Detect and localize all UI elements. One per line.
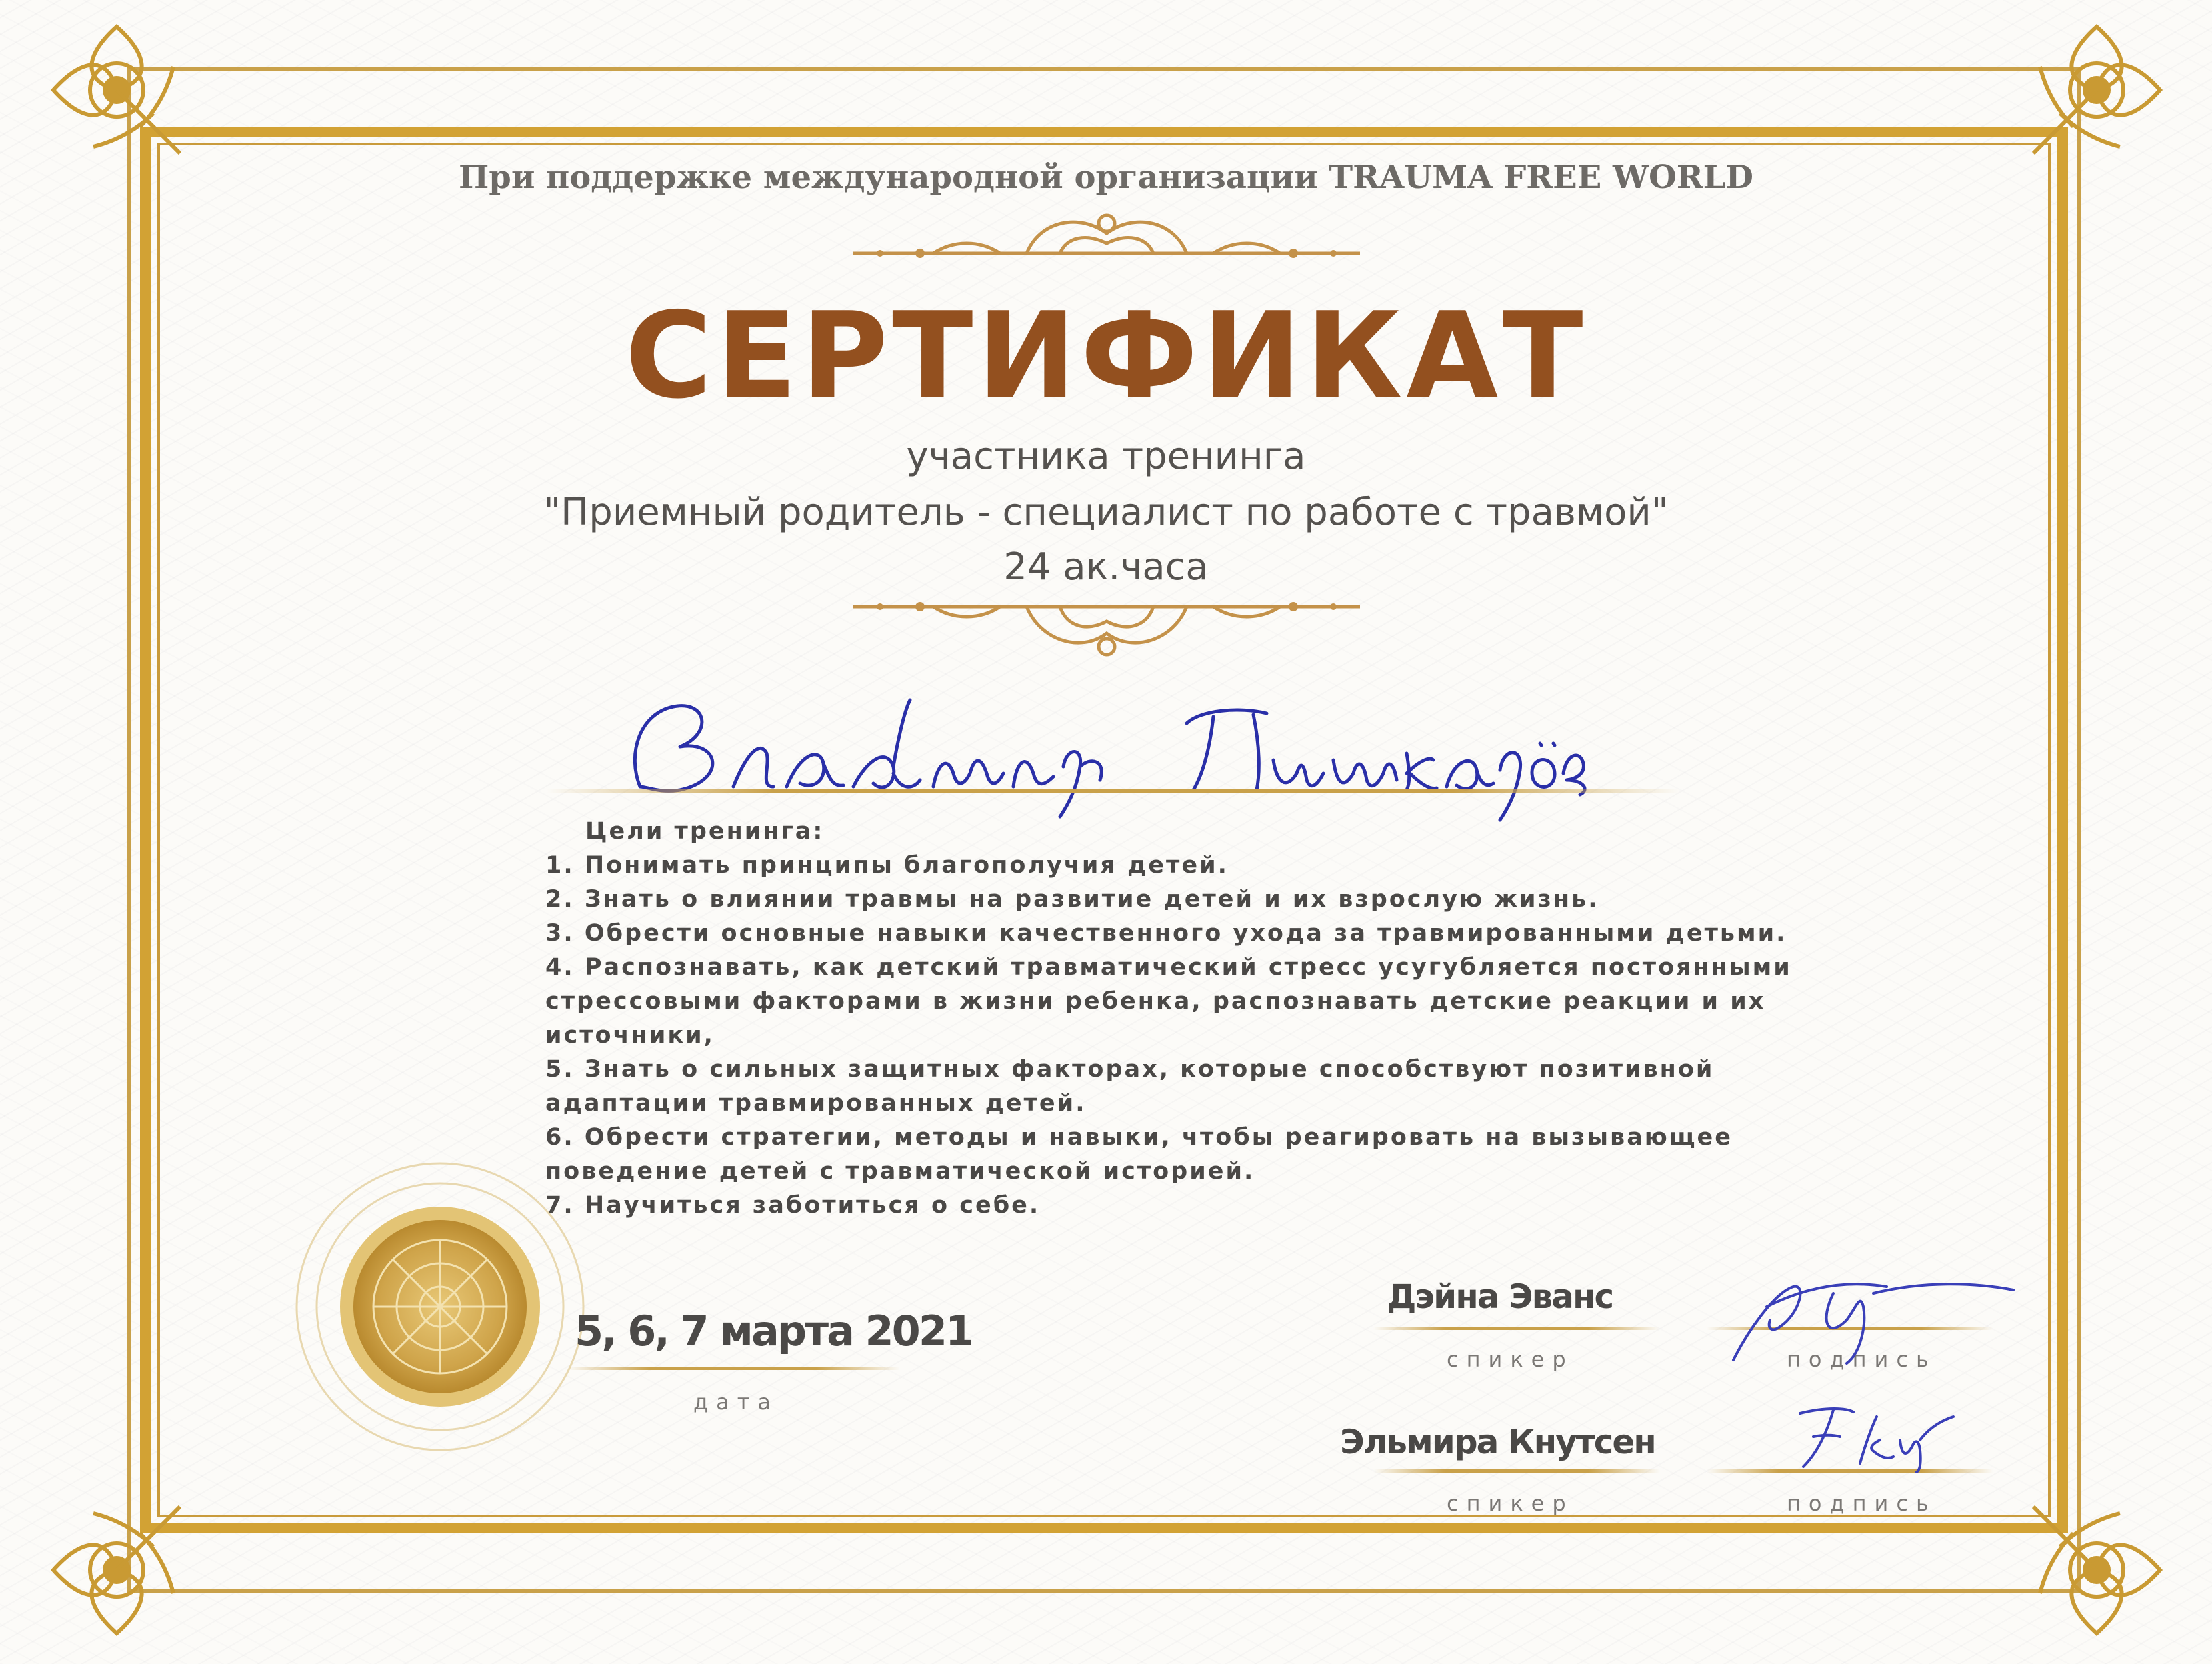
- date-label: дата: [693, 1389, 779, 1415]
- speaker-2-name: Эльмира Кнутсен: [1340, 1423, 1655, 1461]
- speaker-2-role: спикер: [1447, 1491, 1574, 1516]
- signature-2-label: подпись: [1787, 1491, 1937, 1516]
- date-underline: [567, 1367, 900, 1370]
- speaker-2-underline: [1373, 1469, 1660, 1473]
- divider-ornament-top: [840, 200, 1373, 273]
- goal-line: адаптации травмированных детей.: [545, 1090, 1087, 1117]
- speaker-1-signature: [1713, 1267, 2020, 1367]
- training-hours: 24 ак.часа: [1003, 545, 1209, 589]
- goal-line: стрессовыми факторами в жизни ребенка, распознавать детские реакции и их: [545, 988, 1766, 1015]
- gold-seal-icon: [293, 1160, 587, 1453]
- training-goals: [545, 815, 1879, 1223]
- training-name: "Приемный родитель - специалист по работе с травмой": [543, 491, 1669, 534]
- signature-1-label: подпись: [1787, 1347, 1937, 1372]
- goal-line: 3. Обрести основные навыки качественного ухода за травмированными детьми.: [545, 920, 1787, 947]
- divider-ornament-bottom: [840, 580, 1373, 667]
- goal-line: источники,: [545, 1022, 715, 1049]
- corner-ornament-bottom-right: [2020, 1493, 2173, 1647]
- corner-ornament-top-right: [2020, 13, 2173, 167]
- goals-heading: Цели тренинга:: [585, 818, 825, 845]
- goal-line: 5. Знать о сильных защитных факторах, которые способствуют позитивной: [545, 1056, 1715, 1083]
- certificate-title: СЕРТИФИКАТ: [625, 287, 1587, 425]
- corner-ornament-bottom-left: [40, 1493, 193, 1647]
- name-underline: [547, 789, 1680, 793]
- corner-ornament-top-left: [40, 13, 193, 167]
- goal-line: 4. Распознавать, как детский травматический стресс усугубляется постоянными: [545, 954, 1792, 981]
- participant-name-handwritten: [600, 673, 1600, 827]
- goal-line: 1. Понимать принципы благополучия детей.: [545, 852, 1229, 879]
- goal-line: 2. Знать о влиянии травмы на развитие детей и их взрослую жизнь.: [545, 886, 1599, 913]
- speaker-1-name: Дэйна Эванс: [1387, 1277, 1613, 1316]
- speaker-1-underline: [1373, 1327, 1660, 1330]
- goal-line: 7. Научиться заботиться о себе.: [545, 1192, 1041, 1219]
- goal-line: поведение детей с травматической историей.: [545, 1158, 1255, 1185]
- training-date: 5, 6, 7 марта 2021: [575, 1307, 973, 1355]
- goal-line: 6. Обрести стратегии, методы и навыки, чтобы реагировать на вызывающее: [545, 1124, 1733, 1151]
- speaker-1-role: спикер: [1447, 1347, 1574, 1372]
- subtitle: участника тренинга: [906, 435, 1306, 478]
- speaker-2-signature: [1787, 1400, 1960, 1473]
- support-line: При поддержке международной организации TRAUMA FREE WORLD: [458, 159, 1754, 196]
